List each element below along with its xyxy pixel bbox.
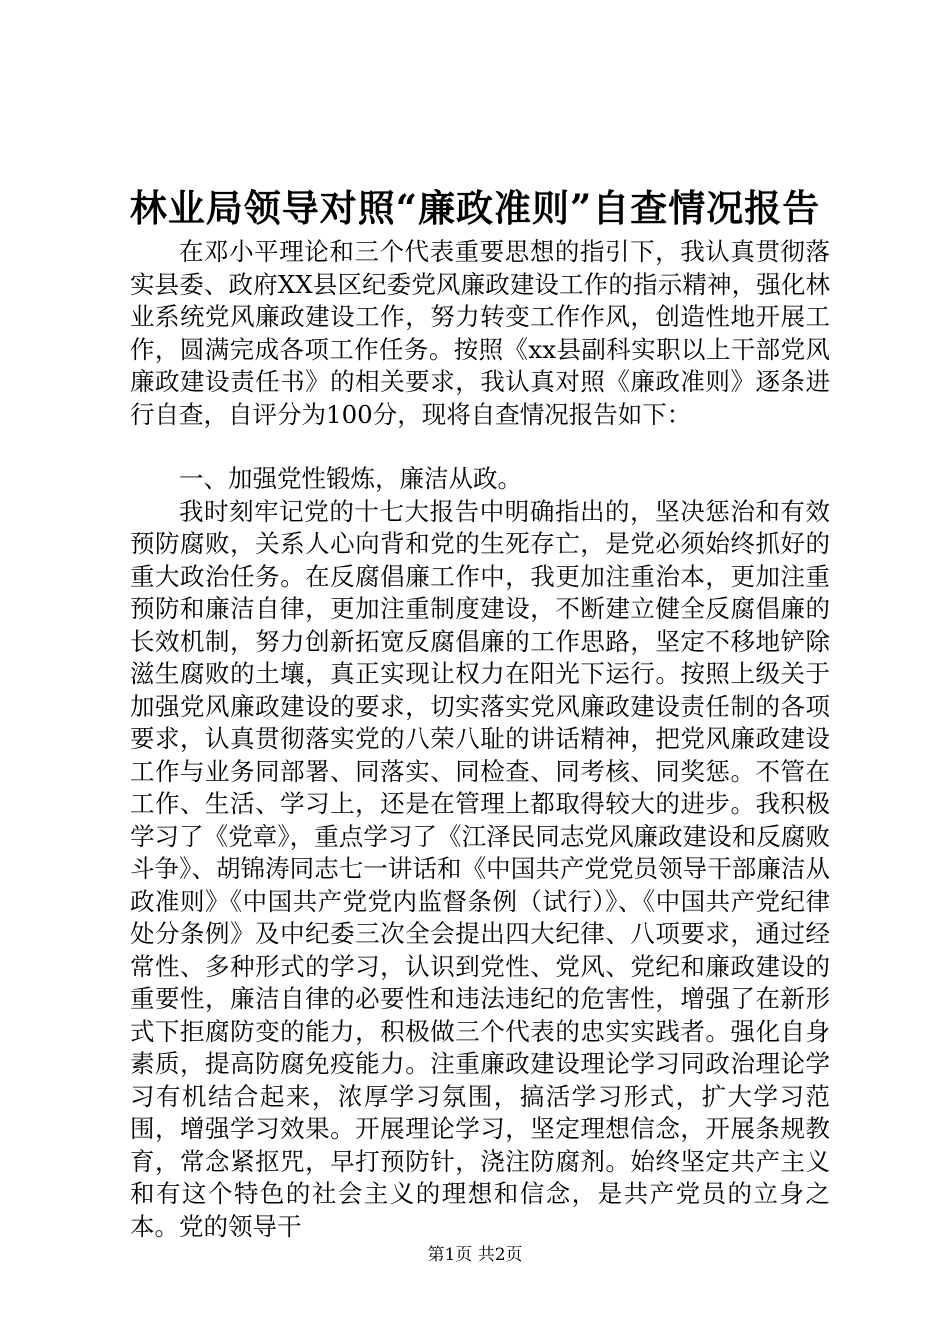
section-body-paragraph: 我时刻牢记党的十七大报告中明确指出的，坚决惩治和有效预防腐败，关系人心向背和党的生死存亡，是党必须始终抓好的重大政治任务。在反腐倡廉工作中，我更加注重治本，更加注重预防和廉洁自律，更加注重制度建设，不断建立健全反腐倡廉的长效机制，努力创新拓宽反腐倡廉的工作思路，坚定不移地铲除滋生腐败的土壤，真正实现让权力在阳光下运行。按照上级关于加强党风廉政建设的要求，切实落实党风廉政建设责任制的各项要求，认真贯彻落实党的八荣八耻的讲话精神，把党风廉政建设工作与业务同部署、同落实、同检查、同考核、同奖惩。不管在工作、生活、学习上，还是在管理上都取得较大的进步。我积极学习了《党章》，重点学习了《江泽民同志党风廉政建设和反腐败斗争》、胡锦涛同志七一讲话和《中国共产党党员领导干部廉洁从政准则》《中国共产党党内监督条例（试行）》、《中国共产党纪律处分条例》及中纪委三次全会提出四大纪律、八项要求，通过经常性、多种形式的学习，认识到党性、党风、党纪和廉政建设的重要性，廉洁自律的必要性和违法违纪的危害性，增强了在新形式下拒腐防变的能力，积极做三个代表的忠实实践者。强化自身素质，提高防腐免疫能力。注重廉政建设理论学习同政治理论学习有机结合起来，浓厚学习氛围，搞活学习形式，扩大学习范围，增强学习效果。开展理论学习，坚定理想信念，开展条规教育，常念紧抠咒，早打预防针，浇注防腐剂。始终坚定共产主义和有这个特色的社会主义的理想和信念，是共产党员的立身之本。党的领导干 [130, 496, 830, 1241]
page-number-indicator: 第1页 共2页 [427, 1245, 523, 1265]
document-title: 林业局领导对照“廉政准则”自查情况报告 [129, 186, 821, 230]
document-body [130, 236, 830, 1243]
intro-paragraph: 在邓小平理论和三个代表重要思想的指引下，我认真贯彻落实县委、政府XX县区纪委党风廉政建设工作的指示精神，强化林业系统党风廉政建设工作，努力转变工作作风，创造性地开展工作，圆满完成各项工作任务。按照《xx县副科实职以上干部党风廉政建设责任书》的相关要求，我认真对照《廉政准则》逐条进行自查，自评分为100分，现将自查情况报告如下： [130, 237, 830, 429]
section-heading: 一、加强党性锻炼，廉洁从政。 [179, 464, 522, 493]
page-footer [0, 1243, 950, 1267]
